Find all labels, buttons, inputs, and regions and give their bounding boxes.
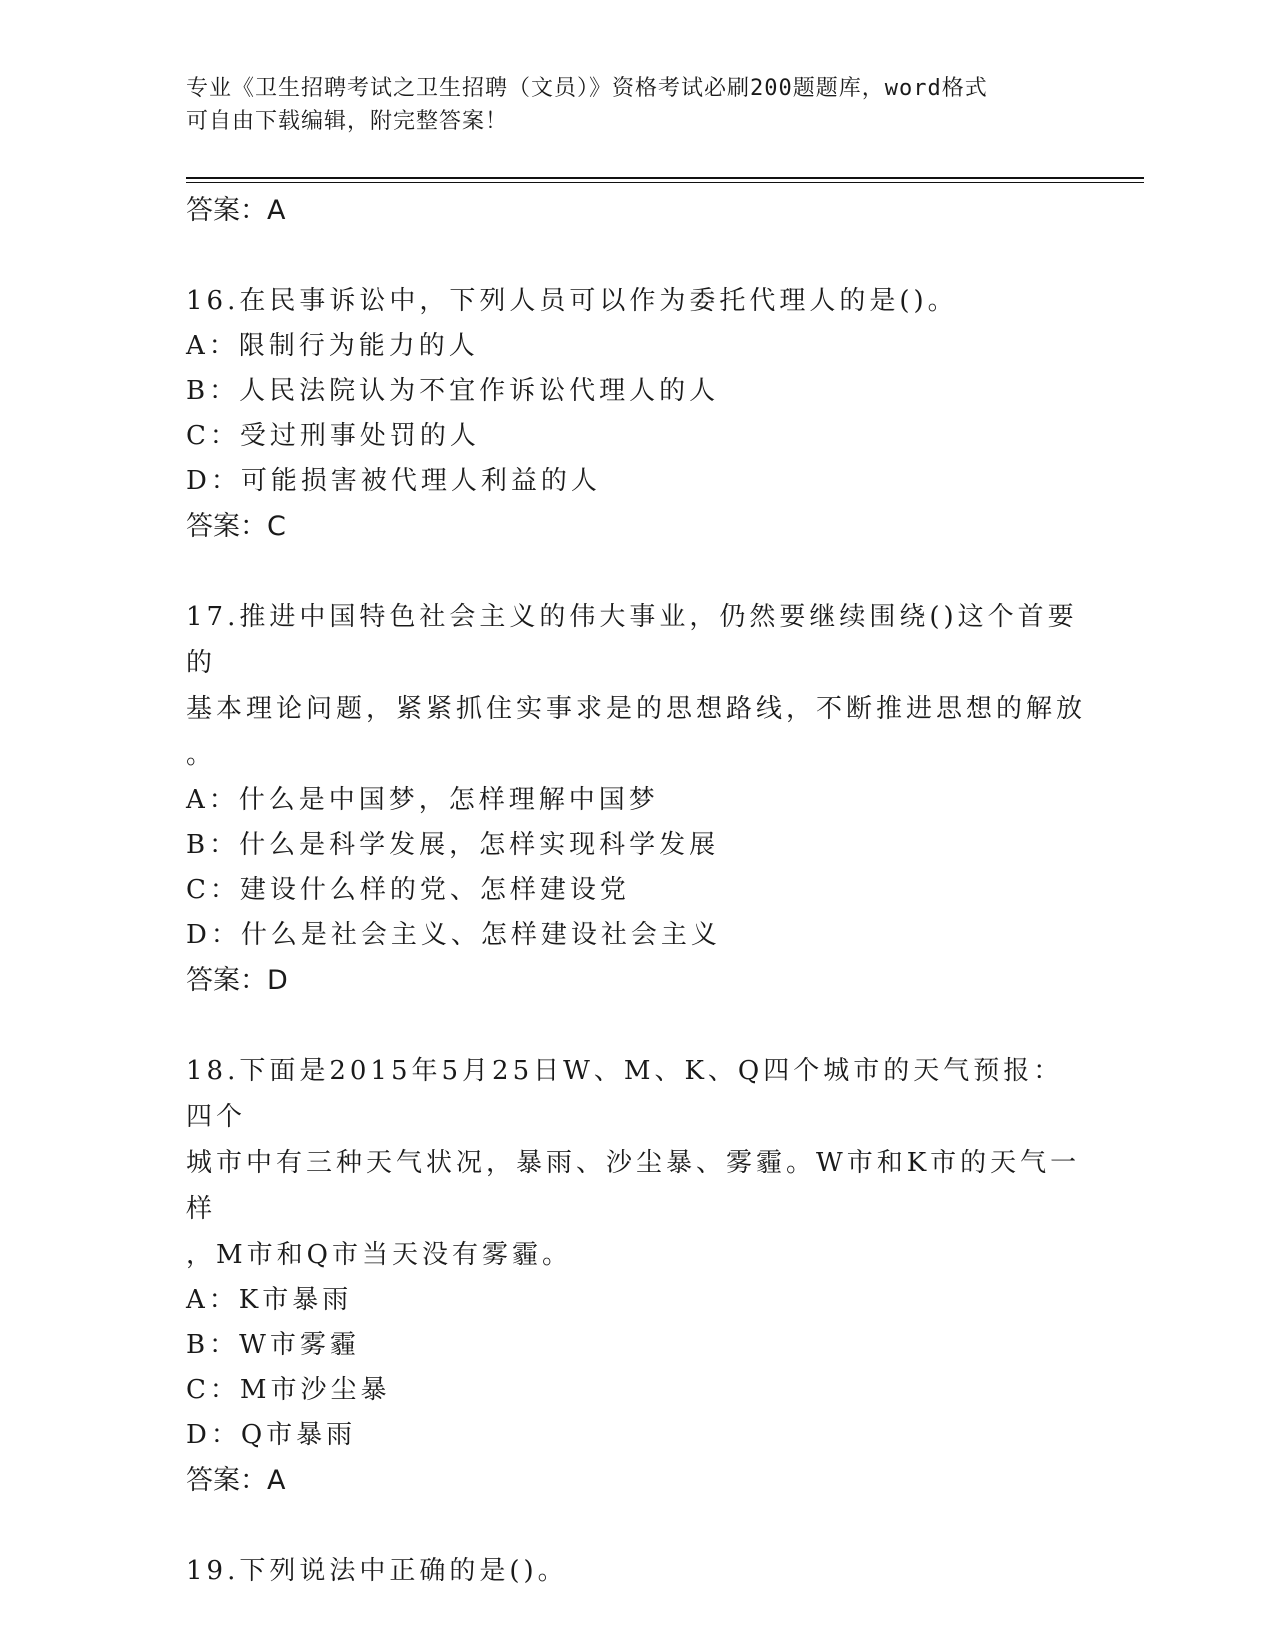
answer-line: 答案：A [186,195,286,226]
question-text: 17.推进中国特色社会主义的伟大事业，仍然要继续围绕()这个首要的 [186,602,1078,678]
spacer [186,1004,1086,1048]
option-c: C：M市沙尘暴 [186,1375,391,1405]
header-line-1: 专业《卫生招聘考试之卫生招聘（文员）》资格考试必刷200题题库，word格式 [186,76,988,101]
option-a: A：什么是中国梦，怎样理解中国梦 [186,785,659,815]
header-divider-thin [186,182,1144,183]
option-d: D：可能损害被代理人利益的人 [186,466,601,496]
spacer [186,1504,1086,1548]
question-text: 18.下面是2015年5月25日W、M、K、Q四个城市的天气预报：四个 [186,1056,1064,1132]
question-list [186,188,1086,1594]
question-block [186,278,1086,550]
option-c: C：受过刑事处罚的人 [186,421,480,451]
header-line-2: 可自由下载编辑，附完整答案！ [186,109,509,134]
option-d: D：Q市暴雨 [186,1420,357,1450]
answer-line: 答案：C [186,511,286,542]
header-divider-thick [186,177,1144,179]
answer-line: 答案：D [186,965,288,996]
spacer [186,550,1086,594]
answer-line: 答案：A [186,1465,286,1496]
option-b: B：人民法院认为不宜作诉讼代理人的人 [186,376,720,406]
question-block [186,594,1086,1004]
option-b: B：什么是科学发展，怎样实现科学发展 [186,830,720,860]
option-b: B：W市雾霾 [186,1330,360,1360]
question-text: 基本理论问题，紧紧抓住实事求是的思想路线，不断推进思想的解放 [186,694,1087,724]
option-a: A：K市暴雨 [186,1285,353,1315]
option-c: C：建设什么样的党、怎样建设党 [186,875,630,905]
question-text: 19.下列说法中正确的是()。 [186,1556,568,1586]
option-d: D：什么是社会主义、怎样建设社会主义 [186,920,721,950]
option-a: A：限制行为能力的人 [186,331,479,361]
question-text: 城市中有三种天气状况，暴雨、沙尘暴、雾霾。W市和K市的天气一样 [186,1148,1081,1224]
document-header [186,72,1066,138]
question-text: 16.在民事诉讼中，下列人员可以作为委托代理人的是()。 [186,286,958,316]
question-text: 。 [186,740,217,770]
question-text: ，M市和Q市当天没有雾霾。 [186,1240,572,1270]
question-block [186,1048,1086,1504]
question-block [186,1548,1086,1594]
spacer [186,234,1086,278]
